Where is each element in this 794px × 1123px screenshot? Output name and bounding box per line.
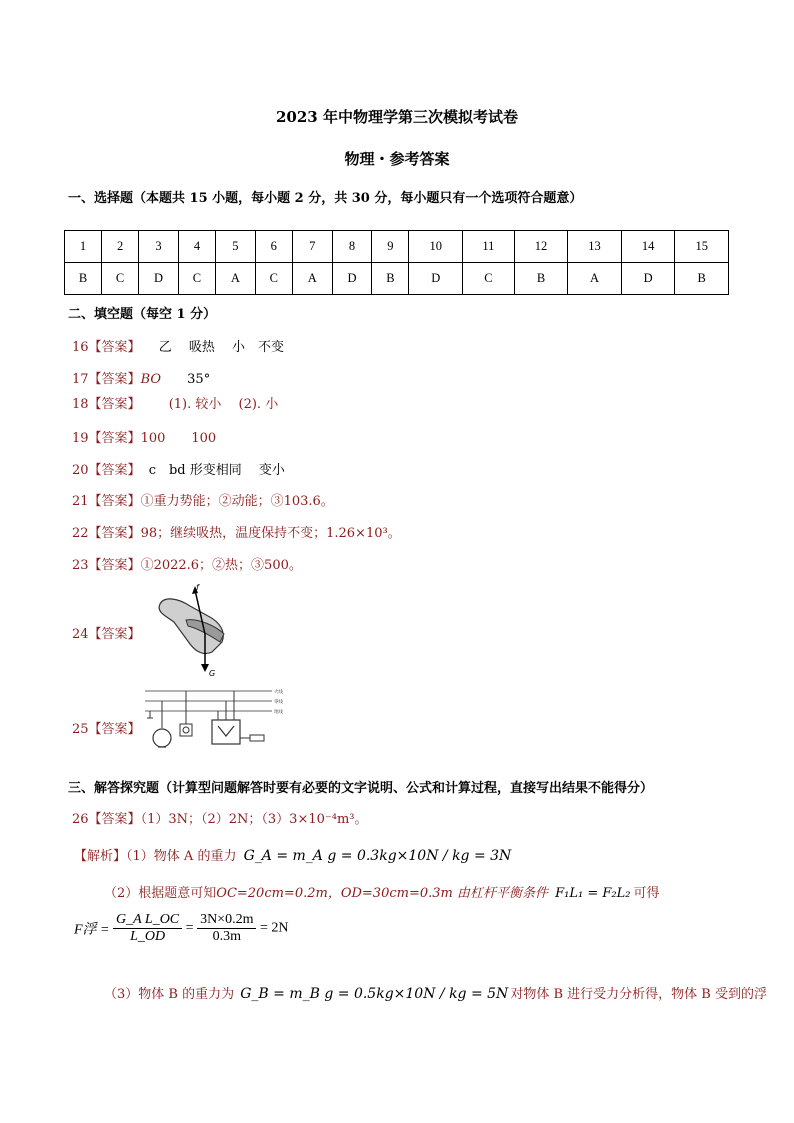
wire-label-neutral: 零线: [274, 700, 283, 705]
question-number: 17: [72, 372, 89, 387]
table-cell: 11: [462, 231, 514, 263]
analysis-text: （3）物体 B 的重力为: [104, 987, 235, 1002]
table-cell: 1: [65, 231, 102, 263]
answer-23: [72, 554, 302, 573]
analysis-lengths: OC=20cm=0.2m，OD=30cm=0.3m 由杠杆平衡条件: [216, 886, 548, 901]
answer-22: [72, 522, 401, 541]
table-cell: A: [292, 263, 332, 295]
analysis-tag: 【解析】: [74, 849, 127, 864]
table-cell: 15: [675, 231, 729, 263]
analysis-text: （1）物体 A 的重力: [126, 849, 237, 864]
answer-text: 100 100: [140, 431, 217, 446]
analysis-part3: [104, 983, 767, 1002]
formula-result: = 2N: [259, 920, 289, 936]
answer-16: [72, 336, 284, 355]
table-cell: 7: [292, 231, 332, 263]
answer-tag: 【答案】: [88, 627, 141, 642]
wire-label-live: 火线: [274, 690, 283, 695]
circuit-diagram: [140, 684, 290, 762]
fraction-numerator: 3N×0.2m: [197, 912, 256, 929]
answer-tag: 【答案】: [88, 372, 141, 387]
answer-tag: 【答案】: [88, 431, 141, 446]
switch-knob-icon: [183, 727, 189, 733]
formula-lhs: F浮 =: [74, 922, 110, 938]
table-cell: A: [215, 263, 255, 295]
table-row-answers: [65, 263, 729, 295]
table-cell: A: [568, 263, 622, 295]
answer-17: [72, 368, 210, 387]
answer-text: （1）3N；（2）2N；（3）3×10⁻⁴m³。: [140, 812, 368, 827]
formula-buoyancy: [74, 912, 288, 945]
table-cell: D: [332, 263, 372, 295]
answer-18: [72, 393, 278, 412]
table-cell: 13: [568, 231, 622, 263]
section2-heading: 二、填空题（每空 1 分）: [68, 307, 217, 322]
page-subtitle: 物理・参考答案: [344, 150, 450, 168]
fraction-numeric: [197, 912, 256, 945]
table-cell: D: [621, 263, 675, 295]
section1-heading: 一、选择题（本题共 15 小题，每小题 2 分，共 30 分，每小题只有一个选项符合题意）: [68, 191, 583, 206]
force-g-label: G: [209, 669, 216, 678]
question-number: 25: [72, 722, 89, 737]
answer-tag: 【答案】: [88, 397, 141, 412]
bottle-force-diagram: [150, 582, 240, 682]
table-row-numbers: [65, 231, 729, 263]
analysis-part1: [74, 845, 511, 864]
answer-26: [72, 808, 368, 827]
section3-heading: 三、解答探究题（计算型问题解答时要有必要的文字说明、公式和计算过程，直接写出结果不能得分）: [68, 781, 654, 796]
answer-tag: 【答案】: [88, 494, 141, 509]
fraction-numerator: G_A L_OC: [113, 912, 182, 929]
lamp-icon: [153, 729, 171, 747]
table-cell: 9: [372, 231, 409, 263]
answer-table: [64, 230, 729, 295]
answer-text: ①2022.6；②热；③500。: [140, 558, 302, 573]
table-cell: C: [255, 263, 292, 295]
question-number: 24: [72, 627, 89, 642]
force-f-label: f: [196, 583, 199, 592]
formula-lever: F₁L₁ = F₂L₂: [555, 886, 631, 901]
table-cell: 5: [215, 231, 255, 263]
fraction-symbolic: [113, 912, 182, 945]
table-cell: 3: [139, 231, 179, 263]
answer-tag: 【答案】: [88, 722, 141, 737]
formula-weight-b: G_B = m_B g = 0.5kg×10N / kg = 5N: [240, 986, 509, 1002]
answer-text: c bd 形变相同 变小: [148, 463, 285, 478]
answer-19: [72, 427, 216, 446]
answer-text-angle: 35°: [187, 372, 211, 387]
question-number: 16: [72, 340, 89, 355]
answer-text-bo: BO: [140, 372, 162, 387]
table-cell: B: [65, 263, 102, 295]
analysis-part2: [104, 882, 659, 901]
answer-21: [72, 490, 334, 509]
table-cell: B: [372, 263, 409, 295]
analysis-text: 对物体 B 进行受力分析得，物体 B 受到的浮: [510, 987, 767, 1002]
socket-icon: [212, 720, 240, 744]
table-cell: 12: [514, 231, 568, 263]
answer-tag: 【答案】: [88, 463, 141, 478]
question-number: 19: [72, 431, 89, 446]
table-cell: 8: [332, 231, 372, 263]
answer-20: [72, 459, 285, 478]
page-title: 2023 年中物理学第三次模拟考试卷: [276, 108, 518, 126]
question-number: 18: [72, 397, 89, 412]
table-cell: 10: [409, 231, 463, 263]
answer-text: (1). 较小 (2). 小: [168, 397, 279, 412]
equals-sign: =: [185, 920, 194, 936]
table-cell: B: [675, 263, 729, 295]
question-number: 22: [72, 526, 89, 541]
formula-weight-a: G_A = m_A g = 0.3kg×10N / kg = 3N: [243, 848, 512, 864]
question-number: 23: [72, 558, 89, 573]
table-cell: B: [514, 263, 568, 295]
table-cell: 2: [102, 231, 139, 263]
table-cell: 4: [178, 231, 215, 263]
table-cell: 14: [621, 231, 675, 263]
question-number: 26: [72, 812, 89, 827]
answer-tag: 【答案】: [88, 558, 141, 573]
answer-25: [72, 718, 141, 737]
table-cell: 6: [255, 231, 292, 263]
answer-tag: 【答案】: [88, 340, 141, 355]
fuse-icon: [250, 735, 264, 741]
wire-label-earth: 地线: [274, 710, 283, 715]
answer-text: ①重力势能；②动能；③103.6。: [140, 494, 334, 509]
answer-24: [72, 623, 141, 642]
table-cell: D: [139, 263, 179, 295]
fraction-denominator: 0.3m: [212, 929, 241, 944]
table-cell: C: [462, 263, 514, 295]
question-number: 21: [72, 494, 89, 509]
question-number: 20: [72, 463, 89, 478]
answer-tag: 【答案】: [88, 812, 141, 827]
analysis-text: 可得: [633, 886, 660, 901]
table-cell: C: [178, 263, 215, 295]
analysis-text: （2）根据题意可知: [104, 886, 217, 901]
table-cell: C: [102, 263, 139, 295]
arrow-head-icon: [201, 664, 209, 672]
answer-text: 乙 吸热 小 不变: [158, 340, 284, 355]
table-cell: D: [409, 263, 463, 295]
fraction-denominator: L_OD: [130, 929, 166, 944]
answer-text: 98；继续吸热，温度保持不变；1.26×10³。: [140, 526, 401, 541]
socket-pins-icon: [218, 726, 234, 736]
answer-tag: 【答案】: [88, 526, 141, 541]
switch-icon: [180, 724, 192, 736]
